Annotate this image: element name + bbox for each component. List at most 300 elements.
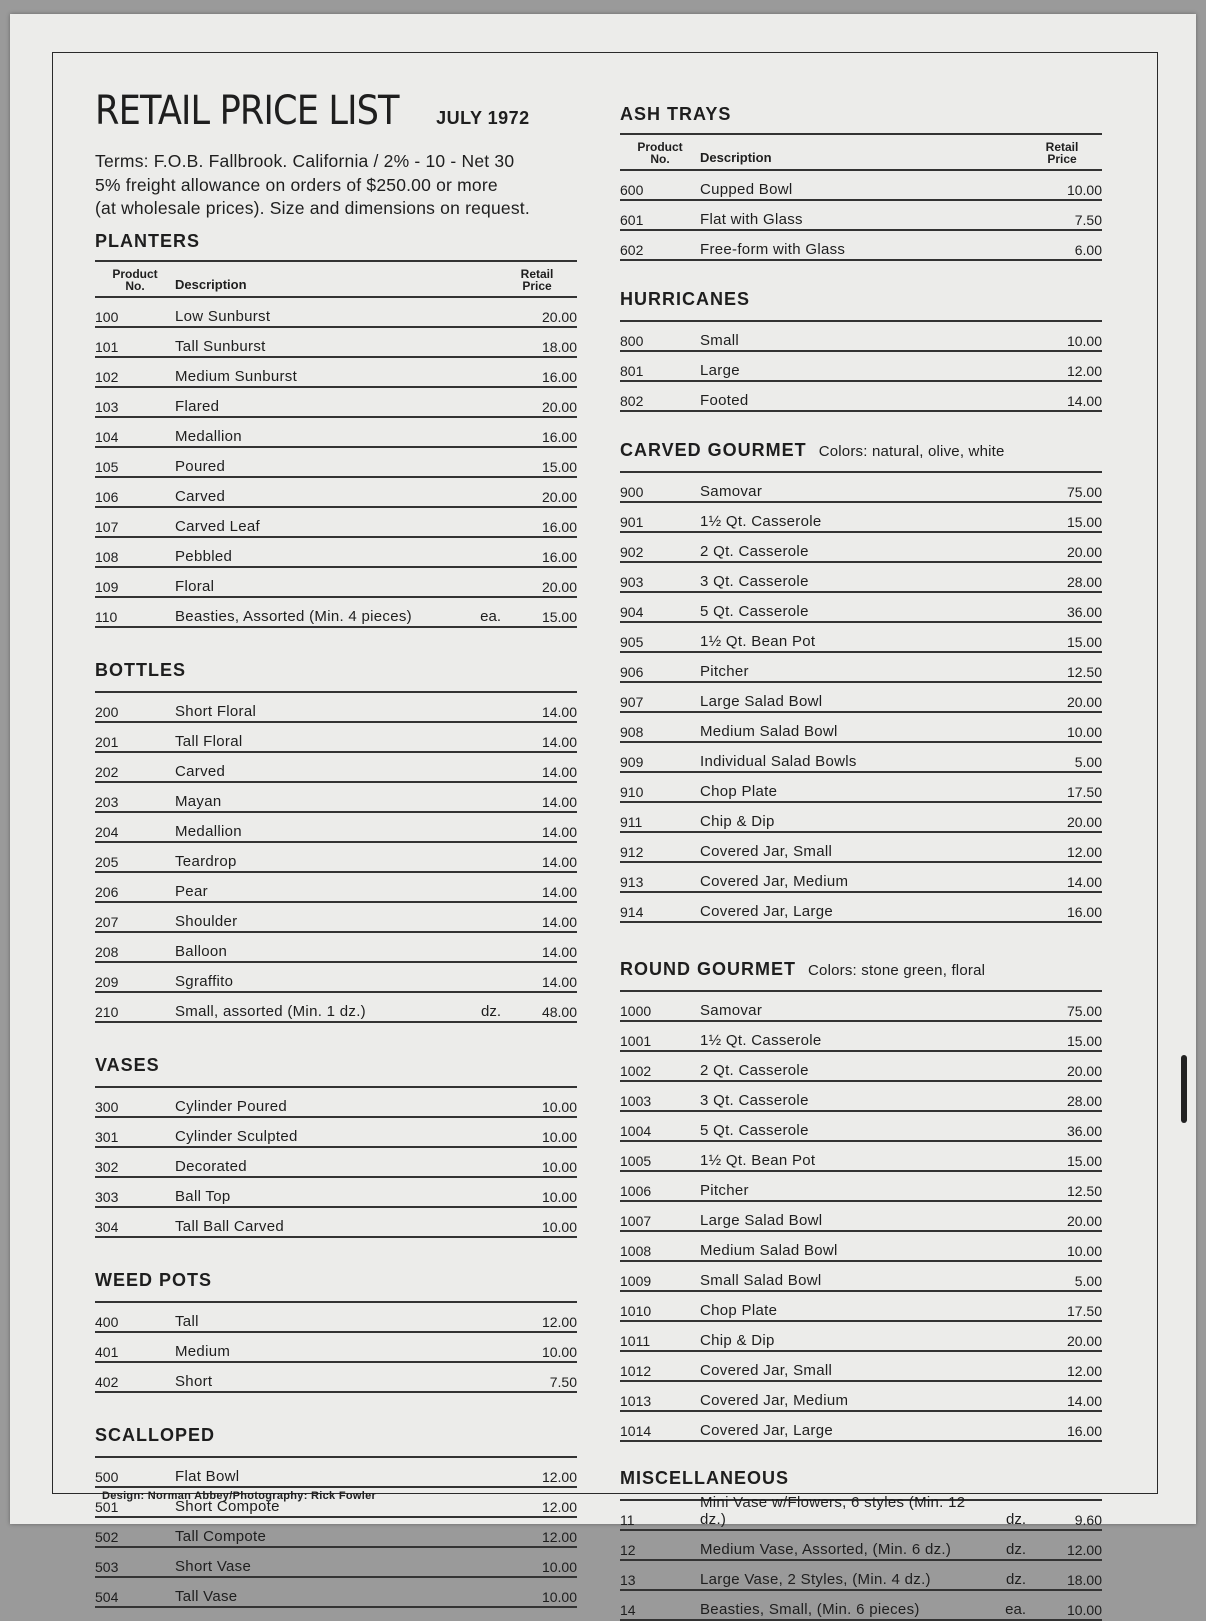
product-description: Covered Jar, Medium <box>700 1392 849 1409</box>
table-row <box>95 815 577 843</box>
retail-price: 20.00 <box>1066 1333 1102 1349</box>
section-rule <box>620 990 1102 992</box>
retail-price: 12.50 <box>1066 664 1102 680</box>
table-row <box>620 655 1102 683</box>
section-rule <box>95 1456 577 1458</box>
retail-price: 28.00 <box>1066 1093 1102 1109</box>
product-description: Small <box>700 332 740 349</box>
product-description: Poured <box>175 457 226 475</box>
retail-price: 20.00 <box>1066 1063 1102 1079</box>
retail-price: 12.00 <box>541 1498 577 1515</box>
terms-line: 5% freight allowance on orders of $250.00 or more <box>95 174 498 195</box>
product-number: 1000 <box>620 1003 652 1019</box>
table-row <box>95 1520 577 1548</box>
product-description: Tall Vase <box>175 1587 238 1605</box>
product-description: Flat Bowl <box>175 1467 240 1485</box>
table-row <box>620 835 1102 863</box>
table-row <box>620 324 1102 352</box>
retail-price: 10.00 <box>1066 724 1102 740</box>
product-description: Covered Jar, Small <box>700 1362 833 1379</box>
product-number: 1008 <box>620 1243 652 1259</box>
product-number: 301 <box>95 1128 119 1145</box>
product-number: 600 <box>620 182 644 198</box>
table-row <box>95 1090 577 1118</box>
product-number: 100 <box>95 308 119 325</box>
product-number: 1012 <box>620 1363 652 1379</box>
product-description: Beasties, Small, (Min. 6 pieces) <box>700 1601 920 1618</box>
product-description: Floral <box>175 577 215 595</box>
section-rule <box>620 320 1102 322</box>
retail-price: 14.00 <box>541 703 577 720</box>
retail-price: 20.00 <box>541 488 577 505</box>
section-heading <box>620 1468 1102 1489</box>
retail-price: 7.50 <box>1074 212 1102 228</box>
retail-price: 48.00 <box>541 1003 577 1020</box>
table-row <box>95 540 577 568</box>
terms-line: Terms: F.O.B. Fallbrook. California / 2% - 10 - Net 30 <box>95 151 515 171</box>
product-number: 304 <box>95 1218 119 1235</box>
product-description: Tall Sunburst <box>175 337 266 355</box>
product-description: Mini Vase w/Flowers, 6 styles (Min. 12 dz.) <box>700 1494 966 1528</box>
header-text: Product <box>637 140 683 154</box>
table-row <box>95 935 577 963</box>
product-number: 204 <box>95 823 119 840</box>
product-number: 12 <box>620 1542 636 1558</box>
section-title: PLANTERS <box>95 230 201 251</box>
product-number: 910 <box>620 784 644 800</box>
product-number: 207 <box>95 913 119 930</box>
product-number: 1009 <box>620 1273 652 1289</box>
table-row <box>620 685 1102 713</box>
table-row <box>620 1144 1102 1172</box>
terms-line: (at wholesale prices). Size and dimensions on request. <box>95 198 530 218</box>
product-number: 905 <box>620 634 644 650</box>
table-row <box>95 600 577 628</box>
product-description: Cylinder Sculpted <box>175 1127 298 1145</box>
product-number: 801 <box>620 363 644 379</box>
product-description: Tall <box>175 1312 199 1330</box>
section-color-note: Colors: stone green, floral <box>808 962 986 979</box>
product-number: 201 <box>95 733 119 750</box>
table-row <box>95 845 577 873</box>
product-description: Tall Compote <box>175 1527 267 1545</box>
price-list-date: JULY 1972 <box>436 108 530 128</box>
product-number: 13 <box>620 1572 636 1588</box>
product-description: Balloon <box>175 942 228 960</box>
product-description: Medium Vase, Assorted, (Min. 6 dz.) <box>700 1541 952 1558</box>
product-description: 1½ Qt. Bean Pot <box>700 633 816 650</box>
product-description: Large Salad Bowl <box>700 693 823 710</box>
section-title: CARVED GOURMET <box>620 440 807 460</box>
table-row <box>620 1563 1102 1591</box>
retail-price: 15.00 <box>1066 514 1102 530</box>
table-row <box>620 565 1102 593</box>
product-description: Medium Sunburst <box>175 367 298 385</box>
product-description: 5 Qt. Casserole <box>700 1122 809 1139</box>
table-row <box>95 1210 577 1238</box>
retail-price: 14.00 <box>541 853 577 870</box>
table-row <box>95 1580 577 1608</box>
product-number: 906 <box>620 664 644 680</box>
product-description: Medium <box>175 1342 231 1360</box>
product-number: 1002 <box>620 1063 652 1079</box>
product-description: Individual Salad Bowls <box>700 753 857 770</box>
retail-price: 10.00 <box>541 1158 577 1175</box>
product-description: Pear <box>175 882 208 900</box>
terms-paragraph <box>95 150 577 221</box>
product-number: 302 <box>95 1158 119 1175</box>
retail-price: 12.00 <box>1066 1363 1102 1379</box>
table-row <box>620 233 1102 261</box>
section-title: ASH TRAYS <box>620 104 732 124</box>
table-row <box>95 1365 577 1393</box>
product-description: Chip & Dip <box>700 813 775 830</box>
product-number: 402 <box>95 1373 119 1390</box>
product-number: 904 <box>620 604 644 620</box>
table-row <box>620 1354 1102 1382</box>
table-row <box>95 1120 577 1148</box>
table-row <box>95 725 577 753</box>
product-no-header <box>620 141 700 169</box>
table-row <box>620 1204 1102 1232</box>
retail-price: 10.00 <box>541 1343 577 1360</box>
product-number: 303 <box>95 1188 119 1205</box>
product-number: 203 <box>95 793 119 810</box>
retail-price: 20.00 <box>1066 814 1102 830</box>
table-row <box>95 785 577 813</box>
table-row <box>620 595 1102 623</box>
retail-price: 10.00 <box>541 1098 577 1115</box>
product-description: Medium Salad Bowl <box>700 723 838 740</box>
retail-price: 14.00 <box>541 793 577 810</box>
product-number: 1005 <box>620 1153 652 1169</box>
price-unit: ea. <box>480 607 501 625</box>
product-description: Tall Floral <box>175 732 243 750</box>
product-number: 102 <box>95 368 119 385</box>
section-heading <box>620 289 1102 310</box>
product-number: 601 <box>620 212 644 228</box>
table-row <box>620 1174 1102 1202</box>
retail-price: 7.50 <box>549 1373 577 1390</box>
product-description: 2 Qt. Casserole <box>700 1062 809 1079</box>
product-number: 1013 <box>620 1393 652 1409</box>
section-heading <box>95 660 577 681</box>
product-description: Large Salad Bowl <box>700 1212 823 1229</box>
price-unit: dz. <box>1005 1571 1026 1588</box>
product-description: 1½ Qt. Casserole <box>700 513 822 530</box>
table-row <box>95 420 577 448</box>
section-title: SCALLOPED <box>95 1424 216 1445</box>
retail-price: 9.60 <box>1074 1512 1102 1528</box>
product-number: 502 <box>95 1528 119 1545</box>
table-row <box>95 330 577 358</box>
table-row <box>620 625 1102 653</box>
product-description: Covered Jar, Large <box>700 903 833 920</box>
retail-price: 10.00 <box>541 1558 577 1575</box>
product-description: Carved Leaf <box>175 517 261 535</box>
price-unit: dz. <box>1005 1541 1026 1558</box>
retail-price: 20.00 <box>541 398 577 415</box>
description-header: Description <box>700 150 772 165</box>
section-rule <box>95 691 577 693</box>
product-description: Short Floral <box>175 702 257 720</box>
table-row <box>620 1084 1102 1112</box>
header-text: No. <box>650 152 670 166</box>
product-number: 205 <box>95 853 119 870</box>
table-row <box>95 300 577 328</box>
table-row <box>95 510 577 538</box>
retail-price: 15.00 <box>1066 1033 1102 1049</box>
product-description: Teardrop <box>175 852 237 870</box>
product-description: Pitcher <box>700 1182 749 1199</box>
product-description: Large Vase, 2 Styles, (Min. 4 dz.) <box>700 1571 931 1588</box>
retail-price: 6.00 <box>1074 242 1102 258</box>
product-description: Samovar <box>700 1002 763 1019</box>
product-description: 2 Qt. Casserole <box>700 543 809 560</box>
retail-price: 15.00 <box>541 608 577 625</box>
retail-price: 28.00 <box>1066 574 1102 590</box>
section-heading <box>620 104 1102 125</box>
section-miscellaneous <box>620 1468 1102 1621</box>
retail-price: 5.00 <box>1074 754 1102 770</box>
section-bottles <box>95 660 577 1023</box>
section-heading <box>620 440 1102 461</box>
product-number: 104 <box>95 428 119 445</box>
product-number: 11 <box>620 1512 635 1528</box>
product-number: 14 <box>620 1602 636 1618</box>
table-row <box>620 173 1102 201</box>
table-row <box>95 1550 577 1578</box>
table-row <box>620 805 1102 833</box>
product-number: 907 <box>620 694 644 710</box>
retail-price: 14.00 <box>1066 393 1102 409</box>
product-number: 209 <box>95 973 119 990</box>
retail-price: 5.00 <box>1074 1273 1102 1289</box>
product-number: 1011 <box>620 1333 651 1349</box>
product-description: 5 Qt. Casserole <box>700 603 809 620</box>
product-description: Short <box>175 1372 213 1390</box>
product-description: Flat with Glass <box>700 211 803 228</box>
product-description: Cylinder Poured <box>175 1097 288 1115</box>
product-description: Carved <box>175 487 226 505</box>
section-title: WEED POTS <box>95 1269 213 1290</box>
table-row <box>620 475 1102 503</box>
retail-price: 16.00 <box>541 548 577 565</box>
section-heading <box>95 1425 577 1446</box>
retail-price: 12.00 <box>1066 1542 1102 1558</box>
product-description: Chop Plate <box>700 783 778 800</box>
product-description: Tall Ball Carved <box>175 1217 285 1235</box>
product-number: 208 <box>95 943 119 960</box>
product-number: 914 <box>620 904 644 920</box>
product-number: 110 <box>95 608 118 625</box>
product-description: Samovar <box>700 483 763 500</box>
table-row <box>620 1114 1102 1142</box>
product-number: 206 <box>95 883 119 900</box>
table-row <box>95 995 577 1023</box>
table-row <box>95 480 577 508</box>
section-rule <box>95 1301 577 1303</box>
product-description: Beasties, Assorted (Min. 4 pieces) <box>175 607 412 625</box>
product-description: 1½ Qt. Bean Pot <box>700 1152 816 1169</box>
retail-price: 10.00 <box>541 1128 577 1145</box>
product-number: 200 <box>95 703 119 720</box>
product-number: 911 <box>620 814 643 830</box>
table-row <box>620 535 1102 563</box>
header-text: Product <box>112 266 158 281</box>
price-unit: ea. <box>1005 1601 1026 1618</box>
retail-price: 14.00 <box>1066 874 1102 890</box>
page-title: RETAIL PRICE LIST <box>95 88 399 134</box>
product-number: 210 <box>95 1003 119 1020</box>
header-text: No. <box>125 278 145 293</box>
table-row <box>95 570 577 598</box>
product-number: 400 <box>95 1313 119 1330</box>
table-row <box>620 994 1102 1022</box>
retail-price: 15.00 <box>1066 634 1102 650</box>
retail-price: 14.00 <box>1066 1393 1102 1409</box>
retail-price: 14.00 <box>541 763 577 780</box>
retail-price: 15.00 <box>1066 1153 1102 1169</box>
retail-price-header <box>497 268 577 296</box>
retail-price: 10.00 <box>1066 1602 1102 1618</box>
retail-price: 20.00 <box>1066 1213 1102 1229</box>
retail-price: 17.50 <box>1066 1303 1102 1319</box>
left-column <box>95 88 577 1608</box>
retail-price: 14.00 <box>541 913 577 930</box>
product-number: 500 <box>95 1468 119 1485</box>
retail-price: 14.00 <box>541 943 577 960</box>
product-description: 1½ Qt. Casserole <box>700 1032 822 1049</box>
section-carved-gourmet <box>620 440 1102 923</box>
retail-price: 14.00 <box>541 973 577 990</box>
retail-price: 36.00 <box>1066 604 1102 620</box>
retail-price: 12.00 <box>541 1528 577 1545</box>
section-rule <box>620 471 1102 473</box>
product-number: 908 <box>620 724 644 740</box>
retail-price: 10.00 <box>541 1588 577 1605</box>
table-row <box>620 1294 1102 1322</box>
section-heading <box>95 1055 577 1076</box>
retail-price: 10.00 <box>1066 182 1102 198</box>
product-number: 1006 <box>620 1183 652 1199</box>
table-row <box>620 865 1102 893</box>
product-number: 900 <box>620 484 644 500</box>
retail-price: 14.00 <box>541 883 577 900</box>
retail-price: 16.00 <box>1066 1423 1102 1439</box>
header-text: Retail <box>520 266 554 281</box>
product-number: 1003 <box>620 1093 652 1109</box>
table-row <box>620 715 1102 743</box>
retail-price: 12.00 <box>541 1468 577 1485</box>
product-description: Sgraffito <box>175 972 234 990</box>
section-ash-trays <box>620 104 1102 261</box>
retail-price: 15.00 <box>541 458 577 475</box>
product-description: Pebbled <box>175 547 233 565</box>
header-text: Price <box>522 278 552 293</box>
product-number: 300 <box>95 1098 119 1115</box>
table-row <box>620 745 1102 773</box>
left-sections <box>95 231 577 1608</box>
retail-price: 12.50 <box>1066 1183 1102 1199</box>
product-number: 108 <box>95 548 119 565</box>
table-row <box>95 965 577 993</box>
retail-price: 16.00 <box>541 428 577 445</box>
product-description: 3 Qt. Casserole <box>700 573 809 590</box>
retail-price: 10.00 <box>541 1218 577 1235</box>
product-number: 903 <box>620 574 644 590</box>
section-planters <box>95 231 577 628</box>
product-description: Free-form with Glass <box>700 241 846 258</box>
product-description: Large <box>700 362 740 379</box>
retail-price: 18.00 <box>541 338 577 355</box>
product-description: Shoulder <box>175 912 238 930</box>
retail-price: 75.00 <box>1066 1003 1102 1019</box>
product-no-header <box>95 268 175 296</box>
product-number: 109 <box>95 578 119 595</box>
table-row <box>620 1054 1102 1082</box>
header-text: Retail <box>1045 140 1079 154</box>
product-description: Ball Top <box>175 1187 231 1205</box>
table-row <box>95 450 577 478</box>
section-title: BOTTLES <box>95 659 186 680</box>
product-description: Pitcher <box>700 663 749 680</box>
product-description: Covered Jar, Medium <box>700 873 849 890</box>
retail-price: 18.00 <box>1066 1572 1102 1588</box>
product-description: Medallion <box>175 822 242 840</box>
product-description: Small Salad Bowl <box>700 1272 822 1289</box>
product-number: 106 <box>95 488 119 505</box>
column-header-row <box>620 133 1102 171</box>
right-sections <box>620 104 1102 1621</box>
table-row <box>620 1414 1102 1442</box>
price-unit: dz. <box>1005 1511 1026 1528</box>
product-number: 1007 <box>620 1213 652 1229</box>
title-row <box>95 88 577 134</box>
table-row <box>620 1024 1102 1052</box>
product-description: Covered Jar, Large <box>700 1422 833 1439</box>
table-row <box>95 360 577 388</box>
retail-price: 20.00 <box>1066 544 1102 560</box>
retail-price: 16.00 <box>1066 904 1102 920</box>
product-description: Medallion <box>175 427 242 445</box>
table-row <box>95 905 577 933</box>
retail-price: 10.00 <box>1066 333 1102 349</box>
section-scalloped <box>95 1425 577 1608</box>
table-row <box>95 695 577 723</box>
product-number: 602 <box>620 242 644 258</box>
product-description: Carved <box>175 762 226 780</box>
product-number: 1001 <box>620 1033 652 1049</box>
product-number: 105 <box>95 458 119 475</box>
retail-price: 12.00 <box>1066 363 1102 379</box>
product-number: 909 <box>620 754 644 770</box>
right-column <box>620 104 1102 1621</box>
retail-price: 20.00 <box>541 308 577 325</box>
section-title: HURRICANES <box>620 289 751 309</box>
section-title: MISCELLANEOUS <box>620 1468 790 1488</box>
table-row <box>620 1264 1102 1292</box>
retail-price: 12.00 <box>541 1313 577 1330</box>
table-row <box>620 775 1102 803</box>
table-row <box>620 384 1102 412</box>
retail-price: 10.00 <box>1066 1243 1102 1259</box>
table-row <box>95 755 577 783</box>
header-text: Price <box>1047 152 1077 166</box>
product-description: Low Sunburst <box>175 307 271 325</box>
retail-price: 16.00 <box>541 368 577 385</box>
table-row <box>620 895 1102 923</box>
